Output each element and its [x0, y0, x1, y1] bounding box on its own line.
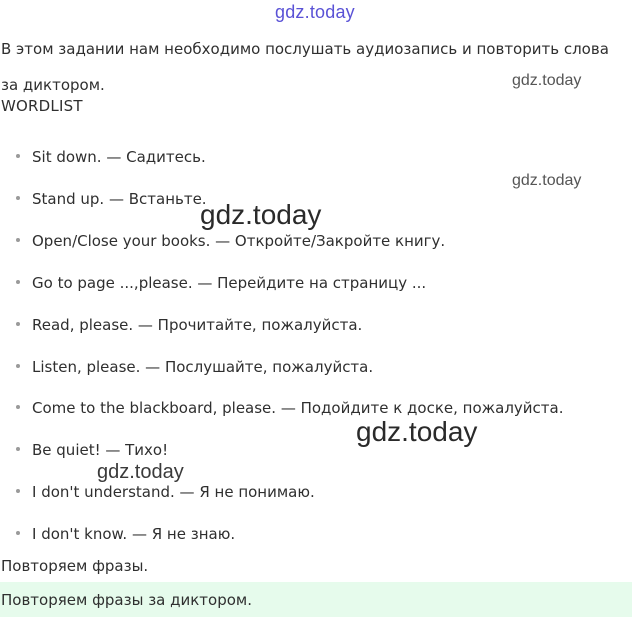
list-item: [16, 399, 564, 417]
bullet: [16, 447, 20, 451]
bullet: [16, 364, 20, 368]
list-item: [16, 358, 373, 376]
list-item: [16, 232, 445, 250]
bullet: [16, 531, 20, 535]
list-item: [16, 190, 207, 208]
list-item-text: I don't understand. — Я не понимаю.: [32, 483, 315, 501]
list-item-text: I don't know. — Я не знаю.: [32, 525, 236, 543]
watermark: gdz.today: [512, 172, 582, 189]
bullet: [16, 489, 20, 493]
watermark: gdz.today: [97, 461, 184, 483]
bullet: [16, 405, 20, 409]
list-item: [16, 274, 426, 292]
watermark-top: gdz.today: [275, 2, 355, 22]
wordlist-heading: WORDLIST: [1, 97, 83, 115]
list-item: [16, 441, 168, 459]
list-item-text: Read, please. — Прочитайте, пожалуйста.: [32, 316, 363, 334]
list-item-text: Stand up. — Встаньте.: [32, 190, 207, 208]
list-item: [16, 483, 315, 501]
list-item: [16, 316, 362, 334]
intro-text: В этом задании нам необходимо послушать аудиозапись и повторить слова за диктором.: [1, 40, 609, 94]
watermark: gdz.today: [356, 416, 478, 447]
list-item-text: Listen, please. — Послушайте, пожалуйста.: [32, 358, 374, 376]
list-item: [16, 525, 235, 543]
list-item-text: Sit down. — Садитесь.: [32, 148, 206, 166]
list-item: [16, 148, 206, 166]
watermark: gdz.today: [200, 199, 322, 230]
list-item-text: Go to page ...,please. — Перейдите на страницу ...: [32, 274, 427, 292]
repeat-text: Повторяем фразы.: [1, 557, 149, 575]
watermark: gdz.today: [512, 72, 582, 89]
highlight-text: Повторяем фразы за диктором.: [1, 591, 253, 609]
list-item-text: Be quiet! — Тихо!: [32, 441, 169, 459]
bullet: [16, 196, 20, 200]
bullet: [16, 238, 20, 242]
bullet: [16, 322, 20, 326]
list-item-text: Come to the blackboard, please. — Подойдите к доске, пожалуйста.: [32, 399, 564, 417]
bullet: [16, 280, 20, 284]
bullet: [16, 154, 20, 158]
highlight-box: [0, 582, 632, 617]
list-item-text: Open/Close your books. — Откройте/Закройте книгу.: [32, 232, 446, 250]
